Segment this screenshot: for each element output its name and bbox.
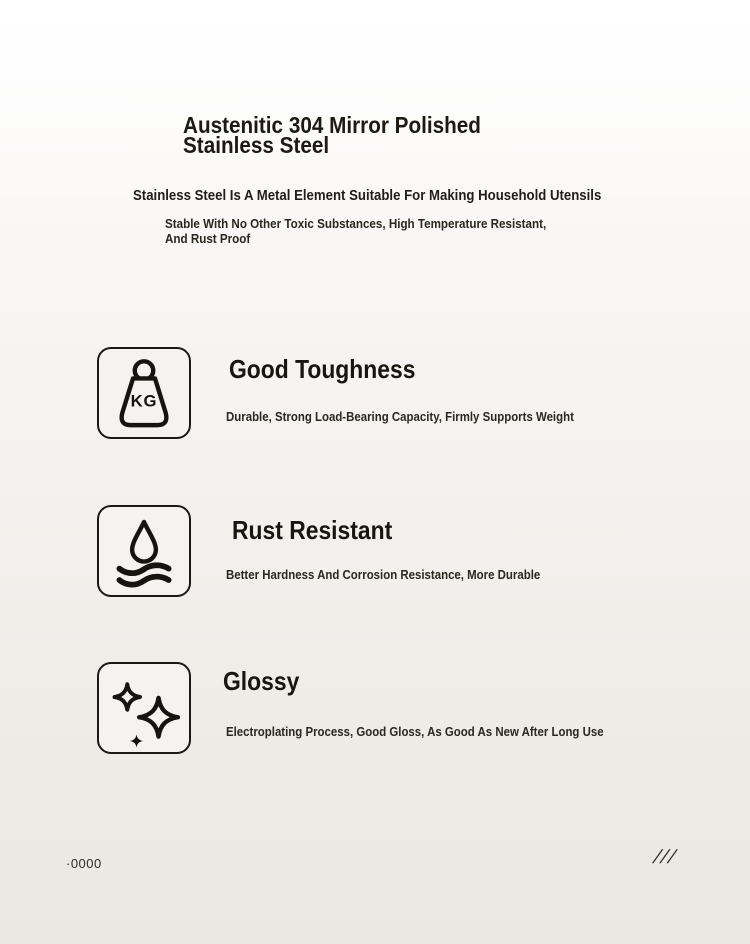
feature-description: Better Hardness And Corrosion Resistance, More Durable <box>226 567 541 582</box>
subtitle: Stainless Steel Is A Metal Element Suitable For Making Household Utensils <box>133 188 602 204</box>
feature-title: Good Toughness <box>229 354 416 384</box>
feature-title: Rust Resistant <box>232 515 393 545</box>
tagline-line-1: Stable With No Other Toxic Substances, High Temperature Resistant, <box>165 217 547 231</box>
feature-glossy <box>97 662 697 757</box>
slashes-mark: /// <box>651 847 679 868</box>
feature-description: Durable, Strong Load-Bearing Capacity, Firmly Supports Weight <box>226 409 574 424</box>
water-drop-waves-icon <box>97 505 191 597</box>
weight-kg-icon <box>97 347 191 439</box>
feature-title: Glossy <box>223 666 300 696</box>
kg-text: KG <box>130 391 158 411</box>
page-title-line-2: Stainless Steel <box>183 132 330 158</box>
serial-number: ·0000 <box>66 856 102 871</box>
tagline-line-2: And Rust Proof <box>165 232 251 246</box>
page-title-line-1: Austenitic 304 Mirror Polished <box>183 112 481 138</box>
page-title <box>183 112 481 158</box>
feature-description: Electroplating Process, Good Gloss, As Good As New After Long Use <box>226 724 604 739</box>
tagline <box>165 217 546 247</box>
sparkles-icon <box>97 662 191 754</box>
feature-rust-resistant <box>97 505 697 600</box>
feature-good-toughness <box>97 347 697 442</box>
